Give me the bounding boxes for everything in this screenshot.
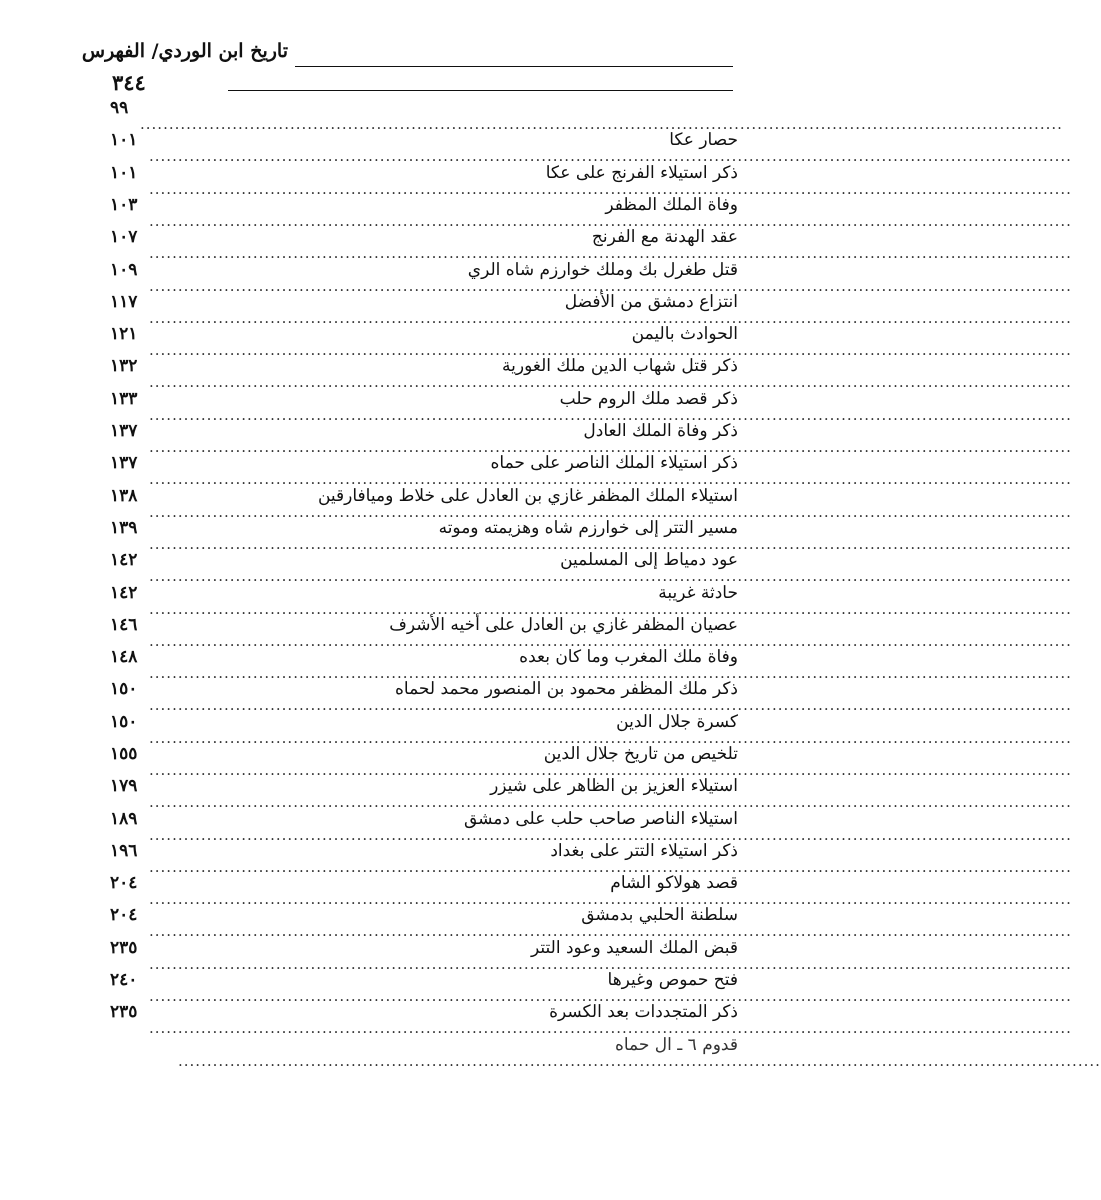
- entry-page-number: ١٣٣: [110, 389, 138, 409]
- entry-page-number: ١٤٢: [110, 550, 138, 570]
- entry-title: ذكر استيلاء الملك الناصر على حماه: [490, 453, 738, 473]
- entry-title: قتل طغرل بك وملك خوارزم شاه الري: [467, 260, 738, 280]
- entry-page-number: ١٣٨: [110, 486, 138, 506]
- entry-title: ذكر قصد ملك الروم حلب: [559, 389, 738, 409]
- dot-leader: ................................................................................................................................................................: [149, 793, 1072, 811]
- index-entry: [118, 1035, 1101, 1073]
- entry-page-number: ٢٠٤: [110, 905, 138, 925]
- index-entry: [110, 98, 1063, 136]
- entry-page-number: ١٠١: [110, 130, 138, 150]
- entry-title: مسير التتر إلى خوارزم شاه وهزيمته وموته: [438, 518, 738, 538]
- entry-title: ذكر قتل شهاب الدين ملك الغورية: [502, 356, 738, 376]
- entry-page-number: ١٨٩: [110, 809, 138, 829]
- entry-page-number: ١٠٣: [110, 195, 138, 215]
- header-rule-top: [295, 66, 733, 67]
- dot-leader: ................................................................................................................................................................: [140, 115, 1063, 133]
- dot-leader: ................................................................................................................................................................: [149, 180, 1072, 198]
- page-number: ٣٤٤: [112, 70, 146, 95]
- dot-leader: ................................................................................................................................................................: [149, 535, 1072, 553]
- dot-leader: ................................................................................................................................................................: [149, 309, 1072, 327]
- dot-leader: ................................................................................................................................................................: [149, 373, 1072, 391]
- dot-leader: ................................................................................................................................................................: [149, 955, 1072, 973]
- entry-title: حصار عكا: [669, 130, 738, 150]
- entry-page-number: ١٣٩: [110, 518, 138, 538]
- entry-page-number: ١٣٢: [110, 356, 138, 376]
- dot-leader: ................................................................................................................................................................: [149, 244, 1072, 262]
- dot-leader: ................................................................................................................................................................: [149, 890, 1072, 908]
- dot-leader: ................................................................................................................................................................: [149, 987, 1072, 1005]
- entry-page-number: ٢٤٠: [110, 970, 138, 990]
- entry-page-number: ١٩٦: [110, 841, 138, 861]
- entry-title: عود دمياط إلى المسلمين: [560, 550, 738, 570]
- entry-title: قدوم ٦ ـ ال حماه: [614, 1035, 738, 1055]
- dot-leader: ................................................................................................................................................................: [149, 600, 1072, 618]
- entry-title: الحوادث باليمن: [631, 324, 738, 344]
- entry-title: ذكر استيلاء التتر على بغداد: [550, 841, 738, 861]
- entry-title: ذكر المتجددات بعد الكسرة: [549, 1002, 738, 1022]
- dot-leader: ................................................................................................................................................................: [149, 503, 1072, 521]
- dot-leader: ................................................................................................................................................................: [149, 341, 1072, 359]
- entry-page-number: ٢٣٥: [110, 938, 138, 958]
- dot-leader: ................................................................................................................................................................: [149, 1019, 1072, 1037]
- entry-title: قصد هولاكو الشام: [610, 873, 738, 893]
- entry-title: عصيان المظفر غازي بن العادل على أخيه الأشرف: [389, 615, 738, 635]
- entry-title: عقد الهدنة مع الفرنج: [591, 227, 738, 247]
- dot-leader: ................................................................................................................................................................: [149, 438, 1072, 456]
- dot-leader: ................................................................................................................................................................: [149, 696, 1072, 714]
- dot-leader: ................................................................................................................................................................: [178, 1052, 1101, 1070]
- dot-leader: ................................................................................................................................................................: [149, 664, 1072, 682]
- dot-leader: ................................................................................................................................................................: [149, 277, 1072, 295]
- entry-title: قبض الملك السعيد وعود التتر: [531, 938, 738, 958]
- dot-leader: ................................................................................................................................................................: [149, 567, 1072, 585]
- entry-title: انتزاع دمشق من الأفضل: [564, 292, 738, 312]
- entry-page-number: ١٠٩: [110, 260, 138, 280]
- dot-leader: ................................................................................................................................................................: [149, 470, 1072, 488]
- entry-page-number: ١٧٩: [110, 776, 138, 796]
- entry-page-number: ١٤٢: [110, 583, 138, 603]
- dot-leader: ................................................................................................................................................................: [149, 632, 1072, 650]
- entry-page-number: ٩٩: [110, 98, 129, 118]
- dot-leader: ................................................................................................................................................................: [149, 406, 1072, 424]
- entry-title: ذكر ملك المظفر محمود بن المنصور محمد لحماه: [394, 679, 738, 699]
- dot-leader: ................................................................................................................................................................: [149, 922, 1072, 940]
- entry-title: ذكر استيلاء الفرنج على عكا: [545, 163, 738, 183]
- entry-title: استيلاء الناصر صاحب حلب على دمشق: [463, 809, 738, 829]
- entry-page-number: ١٠١: [110, 163, 138, 183]
- entry-page-number: ١٥٠: [110, 712, 138, 732]
- entry-page-number: ١٤٨: [110, 647, 138, 667]
- entry-page-number: ١٥٥: [110, 744, 138, 764]
- entry-title: استيلاء الملك المظفر غازي بن العادل على خلاط وميافارقين: [317, 486, 738, 506]
- entry-title: وفاة الملك المظفر: [605, 195, 738, 215]
- entry-title: استيلاء العزيز بن الظاهر على شيزر: [490, 776, 738, 796]
- entry-title: تلخيص من تاريخ جلال الدين: [543, 744, 738, 764]
- entry-page-number: ٢٣٥: [110, 1002, 138, 1022]
- dot-leader: ................................................................................................................................................................: [149, 212, 1072, 230]
- entry-title: سلطنة الحلبي بدمشق: [581, 905, 738, 925]
- entry-title: فتح حموص وغيرها: [607, 970, 738, 990]
- entry-page-number: ١٢١: [110, 324, 138, 344]
- entry-page-number: ١٤٦: [110, 615, 138, 635]
- entry-page-number: ١٣٧: [110, 453, 138, 473]
- running-header-title: تاريخ ابن الوردي/ الفهرس: [81, 40, 288, 62]
- header-rule-bottom: [228, 90, 733, 91]
- entry-page-number: ١٠٧: [110, 227, 138, 247]
- entry-title: كسرة جلال الدين: [616, 712, 738, 732]
- dot-leader: ................................................................................................................................................................: [149, 858, 1072, 876]
- entry-title: ذكر وفاة الملك العادل: [583, 421, 738, 441]
- dot-leader: ................................................................................................................................................................: [149, 729, 1072, 747]
- entry-title: حادثة غريبة: [658, 583, 738, 603]
- entry-page-number: ١٥٠: [110, 679, 138, 699]
- entry-page-number: ٢٠٤: [110, 873, 138, 893]
- entry-page-number: ١٣٧: [110, 421, 138, 441]
- dot-leader: ................................................................................................................................................................: [149, 147, 1072, 165]
- entry-page-number: ١١٧: [110, 292, 138, 312]
- dot-leader: ................................................................................................................................................................: [149, 761, 1072, 779]
- index-entry: [110, 550, 1072, 588]
- entry-title: وفاة ملك المغرب وما كان بعده: [519, 647, 738, 667]
- dot-leader: ................................................................................................................................................................: [149, 826, 1072, 844]
